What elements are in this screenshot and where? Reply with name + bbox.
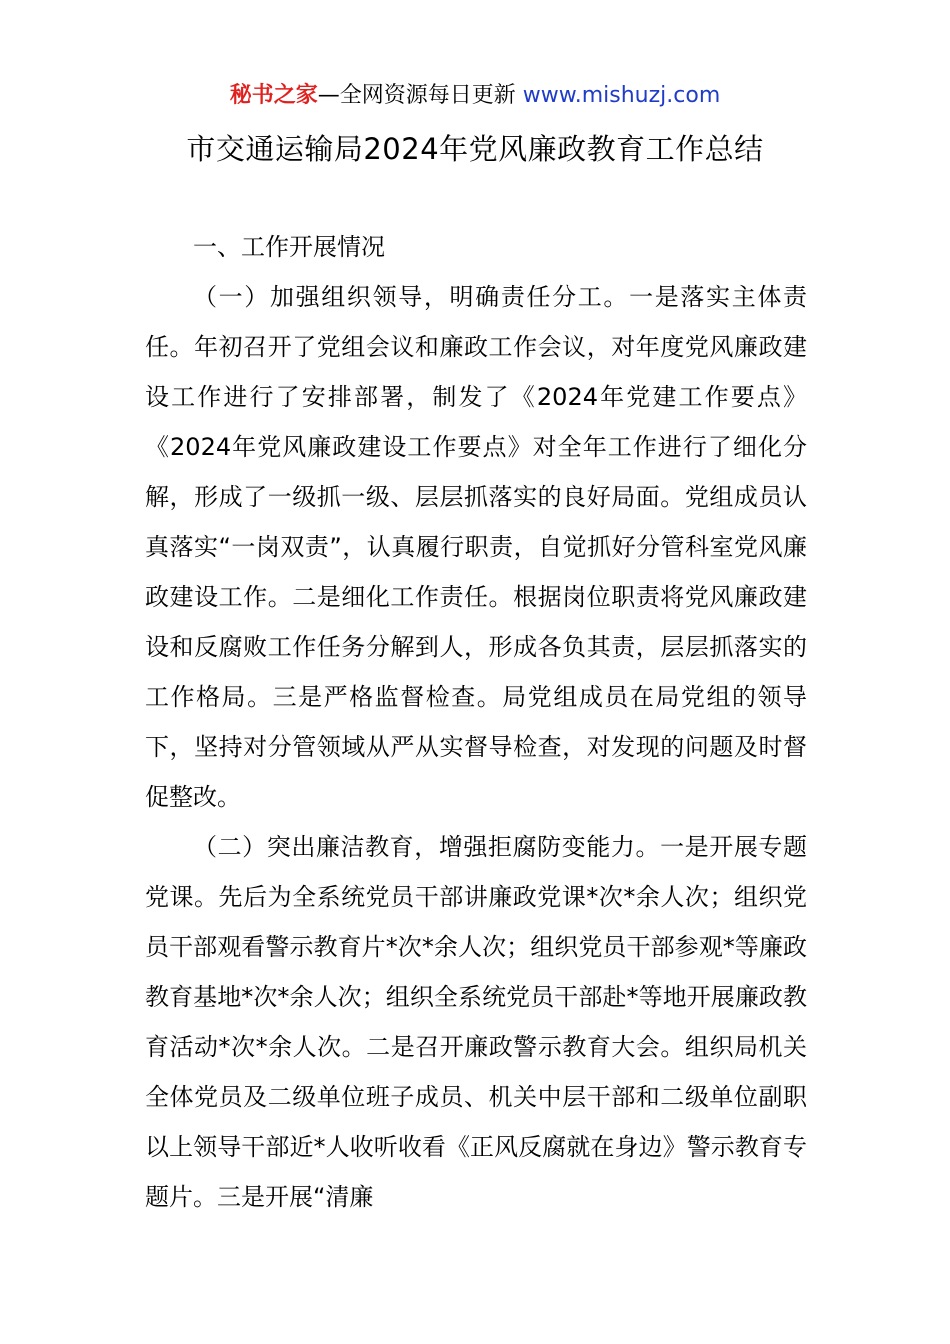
site-brand: 秘书之家 — [229, 83, 318, 108]
document-title: 市交通运输局2024年党风廉政教育工作总结 — [186, 132, 764, 166]
site-header — [0, 80, 950, 112]
paragraph-2: （二）突出廉洁教育，增强拒腐防变能力。一是开展专题党课。先后为全系统党员干部讲廉政党课*次*余人次；组织党员干部观看警示教育片*次*余人次；组织党员干部参观*等廉政教育基地*次*余人次；组织全系统党员干部赴*等地开展廉政教育活动*次*余人次。二是召开廉政警示教育大会。组织局机关全体党员及二级单位班子成员、机关中层干部和二级单位副职以上领导干部近*人收听收看《正风反腐就在身边》警示教育专题片。三是开展“清廉 — [145, 833, 807, 1211]
section-heading: 一、工作开展情况 — [193, 233, 385, 261]
site-url-link[interactable]: www.mishuzj.com — [522, 83, 721, 108]
paragraph-1: （一）加强组织领导，明确责任分工。一是落实主体责任。年初召开了党组会议和廉政工作会议，对年度党风廉政建设工作进行了安排部署，制发了《2024年党建工作要点》《2024年党风廉政建设工作要点》对全年工作进行了细化分解，形成了一级抓一级、层层抓落实的良好局面。党组成员认真落实“一岗双责”，认真履行职责，自觉抓好分管科室党风廉政建设工作。二是细化工作责任。根据岗位职责将党风廉政建设和反腐败工作任务分解到人，形成各负其责，层层抓落实的工作格局。三是严格监督检查。局党组成员在局党组的领导下，坚持对分管领域从严从实督导检查，对发现的问题及时督促整改。 — [145, 283, 807, 811]
document-body — [145, 222, 807, 1222]
site-tagline: —全网资源每日更新 — [317, 83, 523, 108]
